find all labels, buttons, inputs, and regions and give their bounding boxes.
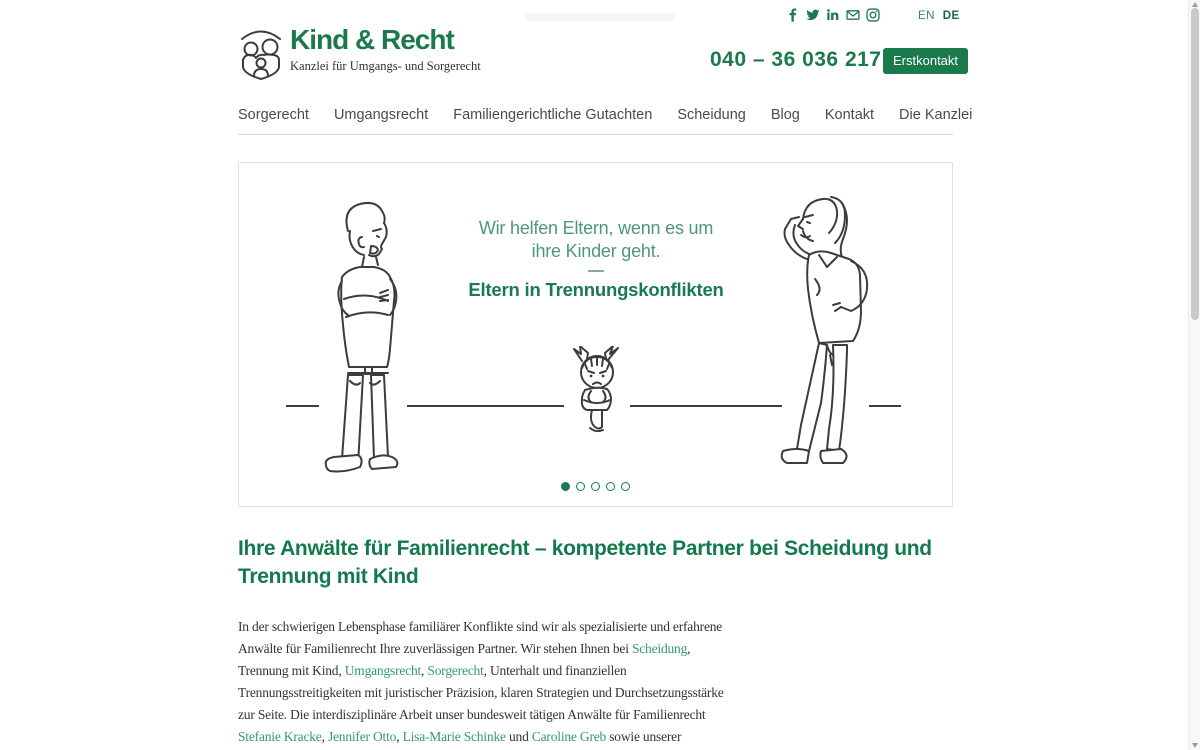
link-stefanie-kracke[interactable]: Stefanie Kracke <box>238 729 322 744</box>
link-caroline-greb[interactable]: Caroline Greb <box>531 729 607 744</box>
nav-item-umgangsrecht[interactable]: Umgangsrecht <box>333 107 429 123</box>
nav-item-die-kanzlei[interactable]: Die Kanzlei <box>899 107 973 123</box>
scrollbar-down-arrow[interactable] <box>1192 743 1198 748</box>
carousel-dot-5[interactable] <box>621 482 630 491</box>
instagram-icon[interactable] <box>866 8 880 22</box>
paragraph-line <box>238 638 778 660</box>
hero-intro-line1: Wir helfen Eltern, wenn es um <box>478 218 714 238</box>
paragraph-text: , Unterhalt und finanziellen <box>483 663 627 678</box>
paragraph-text: , <box>396 729 403 744</box>
ground-line <box>286 405 319 407</box>
scrollbar-up-arrow[interactable] <box>1192 2 1198 7</box>
intro-paragraph <box>238 616 778 748</box>
scrollbar-thumb[interactable] <box>1191 8 1199 320</box>
family-under-roof-icon <box>238 24 284 80</box>
paragraph-text: Trennungsstreitigkeiten mit juristischer Präzision, klaren Strategien und Durchsetzungsstärke <box>238 685 724 700</box>
carousel-dot-2[interactable] <box>576 482 585 491</box>
carousel-dots <box>239 482 952 491</box>
brand-name: Kind & Recht <box>290 24 454 55</box>
scrollbar[interactable] <box>1188 0 1200 750</box>
nav-item-scheidung[interactable]: Scheidung <box>677 107 746 123</box>
logo[interactable] <box>238 24 481 80</box>
father-illustration <box>317 197 407 479</box>
hero-carousel <box>238 162 953 507</box>
brand-text <box>290 24 481 80</box>
language-switcher <box>918 10 960 22</box>
paragraph-line <box>238 682 778 704</box>
erstkontakt-button[interactable]: Erstkontakt <box>883 48 968 74</box>
mother-illustration <box>757 193 877 475</box>
paragraph-line <box>238 704 778 726</box>
carousel-dot-4[interactable] <box>606 482 615 491</box>
paragraph-text: Anwälte für Familienrecht Ihre zuverlässigen Partner. Wir stehen Ihnen bei <box>238 641 632 656</box>
carousel-dot-3[interactable] <box>591 482 600 491</box>
phone-number[interactable]: 040 – 36 036 217 <box>710 48 882 71</box>
paragraph-text: , <box>321 729 328 744</box>
link-umgangsrecht[interactable]: Umgangsrecht <box>344 663 422 678</box>
paragraph-text: und <box>505 729 532 744</box>
twitter-icon[interactable] <box>806 8 820 22</box>
link-scheidung[interactable]: Scheidung <box>631 641 688 656</box>
faint-watermark <box>525 13 675 21</box>
link-lisa-marie-schinke[interactable]: Lisa-Marie Schinke <box>402 729 506 744</box>
ground-line <box>407 405 564 407</box>
paragraph-text: sowie unserer <box>606 729 682 744</box>
nav-divider <box>238 134 953 135</box>
nav-item-sorgerecht[interactable]: Sorgerecht <box>238 107 309 123</box>
lang-toggle-de[interactable]: DE <box>942 10 960 22</box>
paragraph-text: , <box>421 663 428 678</box>
hero-text-block <box>461 217 731 301</box>
nav-item-blog[interactable]: Blog <box>770 107 800 123</box>
paragraph-line <box>238 726 778 748</box>
child-illustration <box>564 346 630 444</box>
link-jennifer-otto[interactable]: Jennifer Otto <box>327 729 397 744</box>
link-sorgerecht[interactable]: Sorgerecht <box>427 663 484 678</box>
linkedin-icon[interactable] <box>826 8 840 22</box>
hero-intro-line2: ihre Kinder geht. <box>531 241 661 261</box>
page-title <box>238 535 953 591</box>
hero-divider-dash <box>588 270 604 272</box>
page-title-line: Ihre Anwälte für Familienrecht – kompetente Partner bei Scheidung und <box>238 537 932 560</box>
paragraph-text: , <box>687 641 691 656</box>
paragraph-line <box>238 616 778 638</box>
social-icons-row <box>786 8 880 22</box>
paragraph-text: In der schwierigen Lebensphase familiärer Konflikte sind wir als spezialisierte und erfahrene <box>238 619 723 634</box>
paragraph-line <box>238 660 778 682</box>
page-title-line: Trennung mit Kind <box>238 565 419 588</box>
lang-toggle-en[interactable]: EN <box>918 10 935 22</box>
paragraph-text: Trennung mit Kind, <box>238 663 345 678</box>
carousel-dot-1[interactable] <box>561 482 570 491</box>
brand-tagline: Kanzlei für Umgangs- und Sorgerecht <box>290 59 481 73</box>
hero-slide-title: Eltern in Trennungskonflikten <box>468 279 724 300</box>
main-navigation <box>238 107 972 123</box>
email-icon[interactable] <box>846 8 860 22</box>
nav-item-familiengerichtliche-gutachten[interactable]: Familiengerichtliche Gutachten <box>453 107 653 123</box>
nav-item-kontakt[interactable]: Kontakt <box>824 107 875 123</box>
facebook-icon[interactable] <box>786 8 800 22</box>
paragraph-text: zur Seite. Die interdisziplinäre Arbeit unser bundesweit tätigen Anwälte für Familienrecht <box>238 707 706 722</box>
